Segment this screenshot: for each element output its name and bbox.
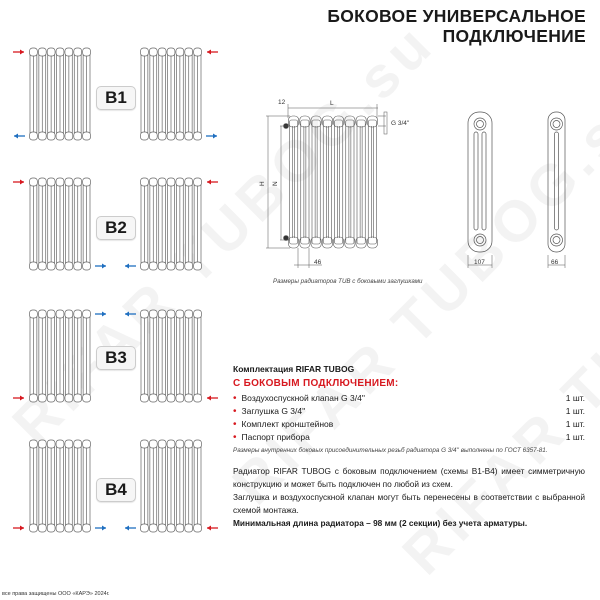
dim-66: 66: [551, 259, 559, 266]
dim-46: 46: [314, 259, 322, 266]
kit-item-qty: 1 шт.: [565, 406, 585, 416]
bullet-icon: •: [233, 393, 237, 404]
page-title: [327, 6, 586, 46]
description-p2: Заглушка и воздухоспускной клапан могут быть перенесены в соответствии с выбранной схемой монтажа.: [233, 492, 585, 515]
return-arrow-icon: [14, 134, 25, 139]
dim-l: L: [330, 100, 334, 107]
radiator-icon: [30, 310, 91, 402]
title-line-2: ПОДКЛЮЧЕНИЕ: [442, 26, 586, 46]
supply-arrow-icon: [207, 180, 218, 185]
kit-list: [233, 392, 585, 444]
supply-arrow-icon: [13, 526, 24, 531]
kit-item: [233, 405, 585, 418]
kit-item-name: Паспорт прибора: [241, 432, 310, 442]
kit-item-qty: 1 шт.: [565, 393, 585, 403]
return-arrow-icon: [95, 264, 106, 269]
bullet-icon: •: [233, 406, 237, 417]
radiator-icon: [30, 178, 91, 270]
kit-item: [233, 392, 585, 405]
bullet-icon: •: [233, 419, 237, 430]
kit-item-name: Заглушка G 3/4'': [241, 406, 306, 416]
dim-n: N: [272, 181, 279, 186]
return-arrow-icon: [206, 134, 217, 139]
return-arrow-icon: [125, 312, 136, 317]
scheme-label-b1: B1: [96, 86, 136, 110]
dim-12: 12: [278, 99, 286, 106]
scheme-label-b2: B2: [96, 216, 136, 240]
radiator-icon: [141, 178, 202, 270]
supply-arrow-icon: [207, 396, 218, 401]
copyright: все права защищены ООО «КАРЭ» 2024г.: [2, 591, 110, 597]
radiator-icon: [141, 310, 202, 402]
radiator-icon: [141, 48, 202, 140]
description: [233, 465, 585, 530]
radiator-front-view: [284, 116, 378, 248]
kit-item: [233, 431, 585, 444]
supply-arrow-icon: [13, 180, 24, 185]
kit-item-qty: 1 шт.: [565, 432, 585, 442]
bullet-icon: •: [233, 432, 237, 443]
return-arrow-icon: [95, 312, 106, 317]
supply-arrow-icon: [13, 50, 24, 55]
kit-item-name: Комплект кронштейнов: [241, 419, 334, 429]
thread-size: G 3/4'': [391, 120, 410, 127]
connection-schemes: [0, 0, 230, 560]
supply-arrow-icon: [207, 50, 218, 55]
radiator-icon: [30, 48, 91, 140]
kit-subtitle: С БОКОВЫМ ПОДКЛЮЧЕНИЕМ:: [233, 378, 399, 389]
description-p3: Минимальная длина радиатора – 98 мм (2 секции) без учета арматуры.: [233, 518, 528, 528]
return-arrow-icon: [95, 526, 106, 531]
description-p1: Радиатор RIFAR TUBOG с боковым подключением (схемы B1-B4) имеет симметричную конструкцию и может быть подключен по любой из схем.: [233, 466, 585, 489]
supply-arrow-icon: [13, 396, 24, 401]
radiator-icon: [141, 440, 202, 532]
radiator-icon: [30, 440, 91, 532]
drawing-caption: Размеры радиаторов TUB с боковыми заглушками: [273, 278, 423, 285]
return-arrow-icon: [125, 264, 136, 269]
return-arrow-icon: [125, 526, 136, 531]
supply-arrow-icon: [207, 526, 218, 531]
scheme-label-b4: B4: [96, 478, 136, 502]
title-line-1: БОКОВОЕ УНИВЕРСАЛЬНОЕ: [327, 6, 586, 26]
scheme-label-b3: B3: [96, 346, 136, 370]
dim-h: H: [259, 181, 266, 186]
kit-item: [233, 418, 585, 431]
kit-item-qty: 1 шт.: [565, 419, 585, 429]
technical-drawing: [250, 90, 600, 280]
dim-107: 107: [474, 259, 485, 266]
thread-note: Размеры внутренних боковых присоединительных резьб радиатора G 3/4'' выполнены по ГОСТ 6357-81.: [233, 447, 548, 454]
radiator-side-view-3col: [468, 112, 565, 268]
kit-item-name: Воздухоспускной клапан G 3/4'': [241, 393, 366, 403]
kit-title: Комплектация RIFAR TUBOG: [233, 364, 355, 374]
